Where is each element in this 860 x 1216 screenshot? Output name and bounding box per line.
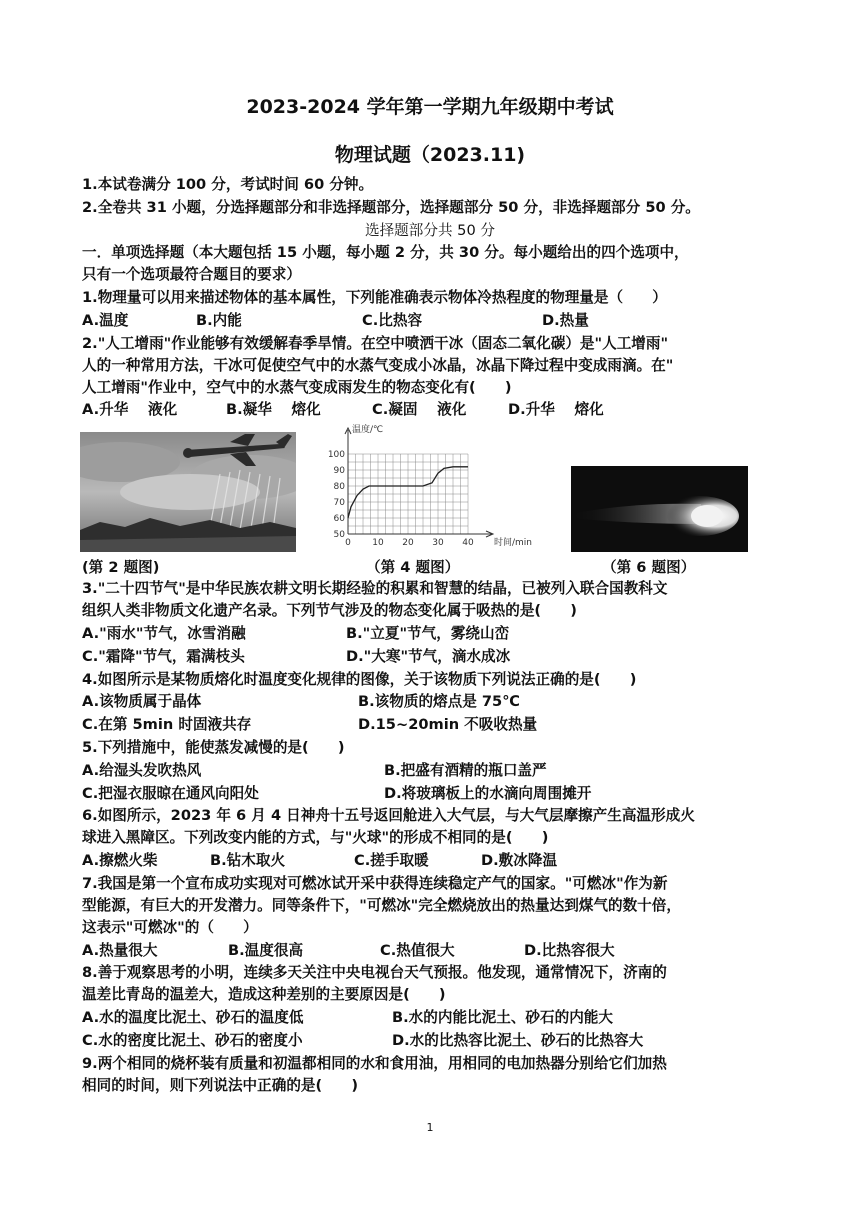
q8-stem-2: 温差比青岛的温差大，造成这种差别的主要原因是( ) <box>82 986 446 1003</box>
x-tick-label: 0 <box>345 538 351 548</box>
note-1: 1.本试卷满分 100 分，考试时间 60 分钟。 <box>82 176 374 193</box>
figure-caption-q4: （第 4 题图） <box>366 559 460 576</box>
q4-stem: 4.如图所示是某物质熔化时温度变化规律的图像，关于该物质下列说法正确的是( ) <box>82 671 637 688</box>
q1-option-a: A.温度 <box>82 312 129 329</box>
y-tick-labels <box>328 450 345 540</box>
q6-stem-1: 6.如图所示，2023 年 6 月 4 日神舟十五号返回舱进入大气层，与大气层摩擦产生高温形成火 <box>82 807 695 824</box>
section-title: 选择题部分共 50 分 <box>364 222 495 239</box>
q1-option-b: B.内能 <box>196 312 242 329</box>
q6-option-a: A.擦燃火柴 <box>82 852 158 869</box>
q6-option-b: B.钻木取火 <box>210 852 286 869</box>
note-2: 2.全卷共 31 小题，分选择题部分和非选择题部分，选择题部分 50 分，非选择题部分 50 分。 <box>82 199 700 216</box>
q2-option-d: D.升华 熔化 <box>508 401 604 418</box>
q3-stem-1: 3."二十四节气"是中华民族农耕文明长期经验的积累和智慧的结晶，已被列入联合国教科文 <box>82 580 668 597</box>
q7-stem-1: 7.我国是第一个宣布成功实现对可燃冰试开采中获得连续稳定产气的国家。"可燃冰"作为新 <box>82 875 668 892</box>
q1-option-c: C.比热容 <box>362 312 423 329</box>
q6-stem-2: 球进入黑障区。下列改变内能的方式，与"火球"的形成不相同的是( ) <box>82 829 549 846</box>
q8-stem-1: 8.善于观察思考的小明，连续多天关注中央电视台天气预报。他发现，通常情况下，济南的 <box>82 964 667 981</box>
q9-stem-1: 9.两个相同的烧杯装有质量和初温都相同的水和食用油，用相同的电加热器分别给它们加热 <box>82 1055 667 1072</box>
q3-option-c: C."霜降"节气，霜满枝头 <box>82 648 245 665</box>
y-tick-label: 80 <box>333 482 345 492</box>
q8-option-b: B.水的内能比泥土、砂石的内能大 <box>392 1009 613 1026</box>
q5-option-c: C.把湿衣服晾在通风向阳处 <box>82 785 259 802</box>
q5-option-a: A.给湿头发吹热风 <box>82 762 202 779</box>
q3-option-d: D."大寒"节气，滴水成冰 <box>346 648 511 665</box>
q5-stem: 5.下列措施中，能使蒸发减慢的是( ) <box>82 739 345 756</box>
part-one-heading-1: 一．单项选择题（本大题包括 15 小题，每小题 2 分，共 30 分。每小题给出的四个选项中， <box>82 244 689 261</box>
q2-stem-2: 人的一种常用方法，干冰可促使空气中的水蒸气变成小冰晶，冰晶下降过程中变成雨滴。在" <box>82 357 674 374</box>
y-tick-label: 90 <box>333 466 345 476</box>
x-tick-label: 30 <box>432 538 444 548</box>
q2-stem-3: 人工增雨"作业中，空气中的水蒸气变成雨发生的物态变化有( ) <box>82 379 512 396</box>
exam-subtitle: 物理试题（2023.11) <box>334 144 526 166</box>
y-tick-label: 100 <box>327 450 345 460</box>
q7-stem-2: 型能源，有巨大的开发潜力。同等条件下，"可燃冰"完全燃烧放出的热量达到煤气的数十倍， <box>82 897 681 914</box>
x-tick-labels <box>345 538 474 548</box>
y-tick-label: 60 <box>333 514 345 524</box>
q7-option-a: A.热量很大 <box>82 942 158 959</box>
chart-grid <box>348 454 468 534</box>
q8-option-a: A.水的温度比泥土、砂石的温度低 <box>82 1009 304 1026</box>
q1-option-d: D.热量 <box>542 312 589 329</box>
q3-option-b: B."立夏"节气，雾绕山峦 <box>346 625 510 642</box>
q3-option-a: A."雨水"节气，冰雪消融 <box>82 625 246 642</box>
q7-stem-3: 这表示"可燃冰"的（ ） <box>82 919 258 936</box>
q2-stem-1: 2."人工增雨"作业能够有效缓解春季旱情。在空中喷洒干冰（固态二氧化碳）是"人工增雨" <box>82 335 669 352</box>
q4-option-a: A.该物质属于晶体 <box>82 693 202 710</box>
q9-stem-2: 相同的时间，则下列说法中正确的是( ) <box>82 1077 359 1094</box>
q2-option-a: A.升华 液化 <box>82 401 178 418</box>
exam-title: 2023-2024 学年第一学期九年级期中考试 <box>246 96 614 118</box>
x-axis-label: 时间/min <box>494 538 532 548</box>
x-tick-label: 20 <box>402 538 414 548</box>
q2-option-c: C.凝固 液化 <box>372 401 467 418</box>
q2-option-b: B.凝华 熔化 <box>226 401 321 418</box>
part-one-heading-2: 只有一个选项最符合题目的要求） <box>82 266 301 283</box>
melting-curve-chart <box>322 424 532 554</box>
q5-option-b: B.把盛有酒精的瓶口盖严 <box>384 762 547 779</box>
x-tick-label: 10 <box>372 538 384 548</box>
airplane-spraying-clouds-photo <box>80 432 296 552</box>
q8-option-d: D.水的比热容比泥土、砂石的比热容大 <box>392 1032 644 1049</box>
y-axis-label: 温度/℃ <box>352 425 384 435</box>
figure-caption-q6: （第 6 题图） <box>602 559 696 576</box>
q4-option-b: B.该物质的熔点是 75℃ <box>358 693 520 710</box>
y-tick-label: 70 <box>333 498 345 508</box>
q6-option-c: C.搓手取暖 <box>354 852 429 869</box>
x-tick-label: 40 <box>462 538 474 548</box>
q8-option-c: C.水的密度比泥土、砂石的密度小 <box>82 1032 303 1049</box>
q6-option-d: D.敷冰降温 <box>481 852 558 869</box>
y-tick-label: 50 <box>333 530 345 540</box>
q3-stem-2: 组织人类非物质文化遗产名录。下列节气涉及的物态变化属于吸热的是( ) <box>82 602 577 619</box>
reentry-capsule-fireball-photo <box>571 466 748 552</box>
figure-caption-q2: (第 2 题图) <box>82 559 160 576</box>
q4-option-d: D.15~20min 不吸收热量 <box>358 716 538 733</box>
q7-option-d: D.比热容很大 <box>524 942 615 959</box>
q1-stem: 1.物理量可以用来描述物体的基本属性，下列能准确表示物体冷热程度的物理量是（ ） <box>82 289 667 306</box>
q7-option-b: B.温度很高 <box>228 942 304 959</box>
q7-option-c: C.热值很大 <box>380 942 455 959</box>
page-number: 1 <box>426 1121 434 1134</box>
q5-option-d: D.将玻璃板上的水滴向周围摊开 <box>384 785 592 802</box>
q4-option-c: C.在第 5min 时固液共存 <box>82 716 252 733</box>
